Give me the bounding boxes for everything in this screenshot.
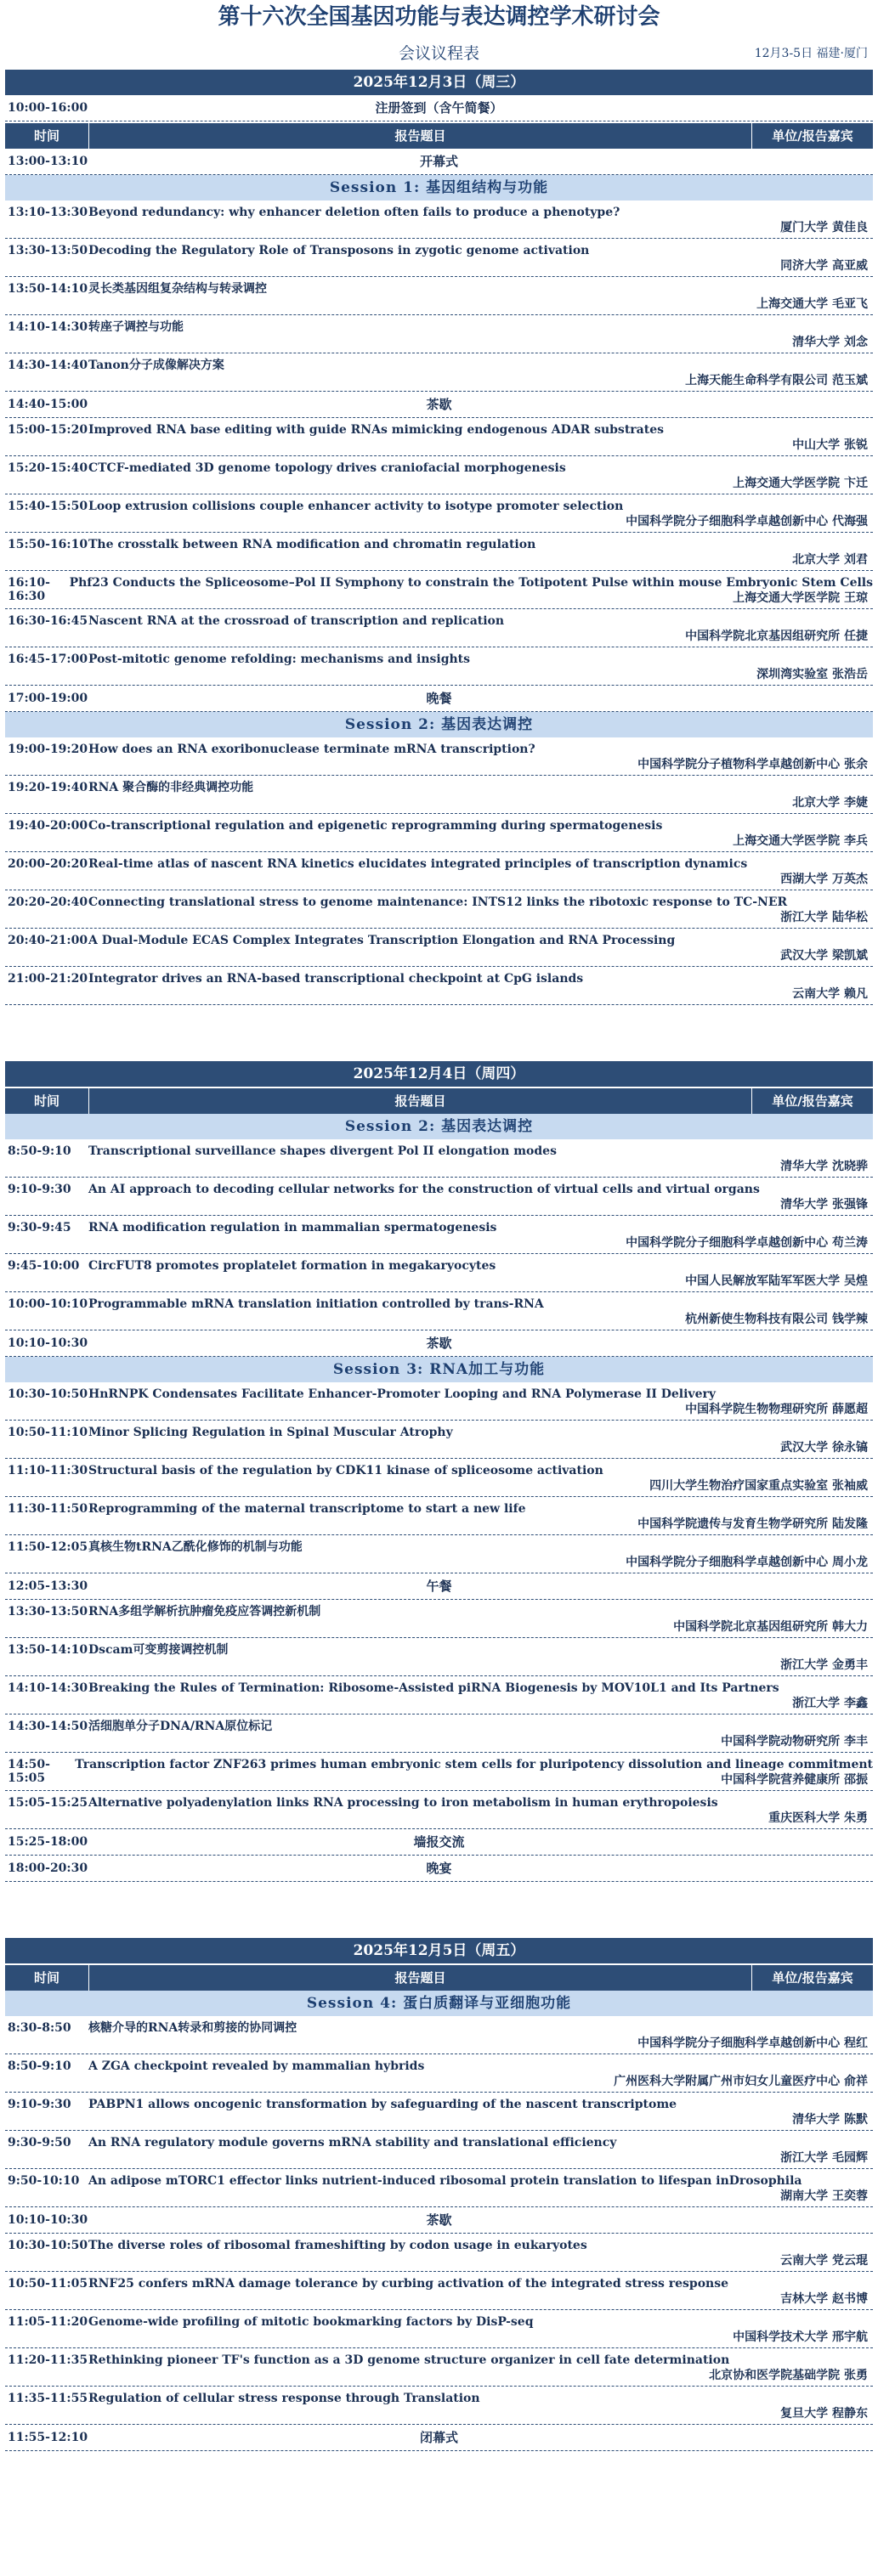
event-label: 茶歇 — [426, 1336, 452, 1351]
row-body — [88, 2093, 873, 2130]
talk-speaker: 深圳湾实验室 张浩岳 — [756, 668, 868, 681]
row-body — [88, 2016, 873, 2053]
header-speaker: 单位/报告嘉宾 — [772, 1970, 853, 1986]
talk-speaker: 复旦大学 程静东 — [780, 2407, 868, 2421]
talk-speaker: 四川大学生物治疗国家重点实验室 张袖威 — [649, 1479, 868, 1493]
talk-topic: Co-transcriptional regulation and epigenetic reprogramming during spermatogenesis — [88, 819, 663, 833]
day-section — [0, 1882, 878, 2451]
talk-topic: Rethinking pioneer TF's function as a 3D genome structure organizer in cell fate determination — [88, 2353, 730, 2367]
session-header: Session 1: 基因组结构与功能 — [5, 175, 873, 201]
talk-row — [5, 2310, 873, 2348]
row-body — [70, 571, 873, 608]
talk-topic: Dscam可变剪接调控机制 — [88, 1643, 229, 1657]
talk-row — [5, 852, 873, 890]
talk-speaker: 上海交通大学医学院 卞迁 — [733, 477, 868, 490]
talk-speaker: 上海天能生命科学有限公司 范玉斌 — [685, 374, 868, 387]
talk-speaker: 中国科学院北京基因组研究所 任捷 — [685, 630, 868, 643]
row-time: 11:20-11:35 — [8, 2353, 88, 2367]
row-body — [88, 1216, 873, 1253]
talk-speaker: 广州医科大学附属广州市妇女儿童医疗中心 俞祥 — [614, 2075, 868, 2088]
event-label: 茶歇 — [426, 397, 452, 412]
talk-row — [5, 647, 873, 686]
talk-topic: Transcriptional surveillance shapes divergent Pol II elongation modes — [88, 1144, 557, 1158]
talk-speaker: 中国科学院遗传与发育生物学研究所 陆发隆 — [637, 1517, 868, 1531]
event-row — [5, 392, 873, 418]
talk-topic: An RNA regulatory module governs mRNA stability and translational efficiency — [88, 2136, 617, 2149]
row-time: 19:00-19:20 — [8, 743, 88, 756]
row-time: 14:10-14:30 — [8, 320, 88, 334]
row-body — [88, 1139, 873, 1177]
row-body — [88, 2131, 873, 2168]
talk-topic: PABPN1 allows oncogenic transformation by safeguarding of the nascent transcriptome — [88, 2098, 677, 2111]
row-body — [88, 686, 873, 711]
row-body — [88, 201, 873, 238]
talk-topic: Phf23 Conducts the Spliceosome–Pol II Symphony to constrain the Totipotent Pulse within mouse Embryonic Stem Cells — [69, 576, 873, 590]
row-body — [88, 1791, 873, 1828]
day-spacer — [0, 1882, 878, 1938]
row-time: 16:45-17:00 — [8, 652, 88, 666]
talk-speaker: 湖南大学 王奕蓉 — [780, 2189, 868, 2203]
row-time: 10:10-10:30 — [8, 2213, 88, 2227]
row-time: 9:30-9:50 — [8, 2136, 71, 2149]
row-body — [88, 2054, 873, 2092]
row-body — [88, 277, 873, 314]
talk-row — [5, 2387, 873, 2425]
row-body — [88, 1829, 873, 1855]
row-time: 11:50-12:05 — [8, 1540, 88, 1554]
talk-topic: CTCF-mediated 3D genome topology drives craniofacial morphogenesis — [88, 461, 566, 475]
row-body — [88, 814, 873, 851]
row-body — [88, 1535, 873, 1573]
row-time: 16:30-16:45 — [8, 614, 88, 628]
talk-speaker: 中国科学院分子植物科学卓越创新中心 张余 — [637, 758, 868, 771]
conference-title: 第十六次全国基因功能与表达调控学术研讨会 — [218, 4, 660, 30]
talk-speaker: 同济大学 高亚威 — [780, 259, 868, 273]
event-row — [5, 2207, 873, 2234]
header-topic: 报告题目 — [89, 1088, 752, 1114]
row-time: 20:40-21:00 — [8, 934, 88, 947]
row-time: 11:10-11:30 — [8, 1464, 88, 1477]
talk-topic: Regulation of cellular stress response through Translation — [88, 2392, 480, 2405]
talk-topic: RNA modification regulation in mammalian spermatogenesis — [88, 1221, 497, 1234]
row-body — [88, 2348, 873, 2386]
row-body — [88, 239, 873, 276]
talk-speaker: 中国科学院生物物理研究所 薛愿超 — [685, 1403, 868, 1416]
talk-speaker: 北京大学 刘君 — [792, 553, 868, 567]
talk-row — [5, 1178, 873, 1216]
event-label: 晚宴 — [426, 1861, 452, 1876]
talk-topic: Transcription factor ZNF263 primes human embryonic stem cells for pluripotency dissolution and lineage commitment — [75, 1758, 873, 1771]
talk-topic: An AI approach to decoding cellular networks for the construction of virtual cells and virtual organs — [88, 1183, 760, 1196]
talk-row — [5, 1139, 873, 1178]
day-title: 2025年12月4日（周四） — [5, 1061, 873, 1087]
talk-speaker: 中国科学院营养健康所 邵振 — [721, 1773, 868, 1787]
talk-topic: 灵长类基因组复杂结构与转录调控 — [88, 282, 267, 296]
row-body — [88, 776, 873, 813]
row-body — [88, 890, 873, 928]
session-header: Session 3: RNA加工与功能 — [5, 1357, 873, 1382]
talk-row — [5, 1254, 873, 1292]
talk-topic: The diverse roles of ribosomal frameshifting by codon usage in eukaryotes — [88, 2239, 587, 2252]
row-time: 13:30-13:50 — [8, 1605, 88, 1618]
talk-speaker: 厦门大学 黄佳良 — [780, 221, 868, 234]
row-body — [88, 1459, 873, 1496]
row-body — [75, 1753, 873, 1790]
talk-speaker: 吉林大学 赵书博 — [780, 2292, 868, 2306]
talk-speaker: 上海交通大学医学院 李兵 — [733, 834, 868, 848]
row-body — [88, 456, 873, 494]
talk-speaker: 清华大学 张强锋 — [780, 1198, 868, 1212]
row-body — [88, 1638, 873, 1675]
row-time: 8:50-9:10 — [8, 2059, 71, 2073]
talk-speaker: 云南大学 党云琨 — [780, 2254, 868, 2268]
talk-topic: Minor Splicing Regulation in Spinal Muscular Atrophy — [88, 1426, 453, 1439]
talk-row — [5, 1535, 873, 1573]
row-time: 13:50-14:10 — [8, 1643, 88, 1657]
row-time: 14:30-14:50 — [8, 1720, 88, 1733]
session-header: Session 2: 基因表达调控 — [5, 712, 873, 737]
talk-speaker: 云南大学 赖凡 — [792, 987, 868, 1001]
table-header — [5, 1965, 873, 1991]
header-time: 时间 — [5, 1088, 89, 1114]
row-time: 10:50-11:10 — [8, 1426, 88, 1439]
talk-speaker: 中国科学院北京基因组研究所 韩大力 — [673, 1620, 868, 1634]
session-header: Session 2: 基因表达调控 — [5, 1114, 873, 1139]
talk-topic: HnRNPK Condensates Facilitate Enhancer-Promoter Looping and RNA Polymerase II Delivery — [88, 1387, 716, 1401]
row-time: 8:30-8:50 — [8, 2021, 71, 2035]
event-row — [5, 1829, 873, 1856]
agenda-days — [0, 70, 878, 2451]
agenda-subtitle: 会议议程表 — [398, 44, 479, 63]
event-row — [5, 149, 873, 175]
talk-speaker: 中国科学技术大学 邢宇航 — [733, 2330, 868, 2344]
row-body — [88, 1382, 873, 1420]
header-topic: 报告题目 — [89, 1965, 752, 1991]
talk-row — [5, 1791, 873, 1829]
talk-speaker: 武汉大学 梁凯斌 — [780, 949, 868, 963]
event-row — [5, 686, 873, 712]
row-time: 15:05-15:25 — [8, 1796, 88, 1810]
talk-row — [5, 239, 873, 277]
talk-row — [5, 2272, 873, 2310]
talk-topic: Connecting translational stress to genome maintenance: INTS12 links the ribotoxic response to TC-NER — [88, 895, 788, 909]
talk-topic: A Dual-Module ECAS Complex Integrates Transcription Elongation and RNA Processing — [88, 934, 676, 947]
event-row — [5, 1330, 873, 1357]
row-body — [88, 647, 873, 685]
day-title: 2025年12月5日（周五） — [5, 1938, 873, 1963]
talk-topic: 转座子调控与功能 — [88, 320, 184, 334]
talk-row — [5, 201, 873, 239]
talk-speaker: 杭州新使生物科技有限公司 钱学辣 — [685, 1313, 868, 1326]
row-body — [88, 2234, 873, 2271]
talk-speaker: 重庆医科大学 朱勇 — [768, 1811, 868, 1825]
row-time: 15:50-16:10 — [8, 538, 88, 551]
talk-row — [5, 418, 873, 456]
row-body — [88, 1421, 873, 1458]
talk-topic: Post-mitotic genome refolding: mechanisms and insights — [88, 652, 471, 666]
talk-row — [5, 2054, 873, 2093]
row-time: 17:00-19:00 — [8, 692, 88, 705]
row-time: 10:30-10:50 — [8, 1387, 88, 1401]
row-body — [88, 1856, 873, 1881]
talk-row — [5, 2348, 873, 2387]
talk-speaker: 中国科学院动物研究所 李丰 — [721, 1735, 868, 1748]
row-body — [88, 2272, 873, 2309]
event-label: 开幕式 — [419, 154, 458, 169]
event-label: 墙报交流 — [413, 1834, 465, 1850]
row-time: 8:50-9:10 — [8, 1144, 71, 1158]
row-body — [88, 1330, 873, 1356]
row-time: 15:25-18:00 — [8, 1835, 88, 1849]
header-time: 时间 — [5, 1965, 89, 1991]
talk-row — [5, 2169, 873, 2207]
talk-row — [5, 456, 873, 494]
day-section — [0, 1005, 878, 1882]
event-label: 晚餐 — [426, 691, 452, 706]
talk-speaker: 清华大学 沈晓骅 — [780, 1160, 868, 1173]
talk-speaker: 浙江大学 毛园辉 — [780, 2151, 868, 2165]
header-speaker: 单位/报告嘉宾 — [772, 128, 853, 144]
row-time: 10:00-10:10 — [8, 1297, 88, 1311]
day-title: 2025年12月3日（周三） — [5, 70, 873, 95]
row-time: 18:00-20:30 — [8, 1861, 88, 1875]
talk-row — [5, 737, 873, 776]
event-row — [5, 1856, 873, 1882]
talk-topic: RNF25 confers mRNA damage tolerance by curbing activation of the integrated stress response — [88, 2277, 729, 2291]
row-body — [88, 1715, 873, 1752]
talk-row — [5, 1497, 873, 1535]
talk-topic: Reprogramming of the maternal transcriptome to start a new life — [88, 1502, 526, 1516]
row-time: 19:20-19:40 — [8, 781, 88, 794]
day-spacer — [0, 1005, 878, 1061]
talk-speaker: 西湖大学 万英杰 — [780, 873, 868, 886]
talk-topic: Integrator drives an RNA-based transcriptional checkpoint at CpG islands — [88, 972, 584, 986]
talk-row — [5, 1382, 873, 1421]
talk-speaker: 上海交通大学医学院 王琼 — [733, 591, 868, 605]
talk-speaker: 清华大学 刘念 — [792, 336, 868, 349]
talk-speaker: 浙江大学 陆华松 — [780, 911, 868, 924]
row-time: 10:10-10:30 — [8, 1336, 88, 1350]
row-time: 21:00-21:20 — [8, 972, 88, 986]
row-time: 12:05-13:30 — [8, 1579, 88, 1593]
row-time: 9:10-9:30 — [8, 2098, 71, 2111]
talk-topic: CircFUT8 promotes proplatelet formation in megakaryocytes — [88, 1259, 496, 1273]
row-time: 11:30-11:50 — [8, 1502, 88, 1516]
row-time: 13:30-13:50 — [8, 244, 88, 257]
talk-row — [5, 2234, 873, 2272]
row-body — [88, 1600, 873, 1637]
talk-topic: Real-time atlas of nascent RNA kinetics elucidates integrated principles of transcription dynamics — [88, 857, 748, 871]
talk-speaker: 北京大学 李婕 — [792, 796, 868, 810]
row-time: 11:35-11:55 — [8, 2392, 88, 2405]
talk-topic: Programmable mRNA translation initiation controlled by trans-RNA — [88, 1297, 544, 1311]
row-body — [88, 1254, 873, 1291]
row-body — [88, 609, 873, 647]
row-body — [88, 1497, 873, 1534]
talk-topic: Structural basis of the regulation by CDK11 kinase of spliceosome activation — [88, 1464, 603, 1477]
row-body — [88, 315, 873, 353]
talk-topic: An adipose mTORC1 effector links nutrient-induced ribosomal protein translation to lifespan inDrosophila — [88, 2174, 802, 2188]
talk-topic: The crosstalk between RNA modification and chromatin regulation — [88, 538, 536, 551]
row-body — [88, 2387, 873, 2424]
talk-row — [5, 776, 873, 814]
talk-row — [5, 1216, 873, 1254]
talk-topic: 活细胞单分子DNA/RNA原位标记 — [88, 1720, 273, 1733]
table-header — [5, 123, 873, 149]
event-label: 闭幕式 — [419, 2430, 458, 2445]
row-body — [88, 392, 873, 417]
talk-speaker: 清华大学 陈默 — [792, 2113, 868, 2127]
talk-row — [5, 533, 873, 571]
talk-topic: 核糖介导的RNA转录和剪接的协同调控 — [88, 2021, 297, 2035]
talk-topic: Alternative polyadenylation links RNA processing to iron metabolism in human erythropoiesis — [88, 1796, 718, 1810]
talk-row — [5, 609, 873, 647]
day-section — [0, 70, 878, 1005]
talk-speaker: 上海交通大学 毛亚飞 — [756, 297, 868, 311]
talk-topic: Genome-wide profiling of mitotic bookmarking factors by DisP-seq — [88, 2315, 534, 2329]
row-time: 15:00-15:20 — [8, 423, 88, 437]
talk-speaker: 武汉大学 徐永镐 — [780, 1441, 868, 1455]
row-time: 10:00-16:00 — [8, 101, 88, 115]
row-body — [88, 1676, 873, 1714]
row-body — [88, 967, 873, 1004]
talk-topic: RNA 聚合酶的非经典调控功能 — [88, 781, 254, 794]
talk-row — [5, 890, 873, 929]
row-body — [88, 2310, 873, 2347]
row-body — [88, 852, 873, 890]
talk-topic: Beyond redundancy: why enhancer deletion often fails to produce a phenotype? — [88, 206, 620, 219]
subtitle-row — [0, 37, 878, 70]
talk-topic: Nascent RNA at the crossroad of transcription and replication — [88, 614, 505, 628]
talk-topic: Breaking the Rules of Termination: Ribosome-Assisted piRNA Biogenesis by MOV10L1 and Its Partners — [88, 1681, 779, 1695]
row-time: 20:00-20:20 — [8, 857, 88, 871]
row-time: 11:55-12:10 — [8, 2431, 88, 2444]
row-time: 9:10-9:30 — [8, 1183, 71, 1196]
talk-topic: Tanon分子成像解决方案 — [88, 359, 224, 372]
row-body — [88, 1573, 873, 1599]
row-body — [88, 1178, 873, 1215]
talk-speaker: 中国科学院分子细胞科学卓越创新中心 代海强 — [626, 515, 868, 528]
talk-row — [5, 353, 873, 392]
row-body — [88, 1292, 873, 1330]
talk-speaker: 浙江大学 金勇丰 — [780, 1658, 868, 1672]
talk-row — [5, 1753, 873, 1791]
talk-row — [5, 1638, 873, 1676]
row-time: 15:20-15:40 — [8, 461, 88, 475]
table-header — [5, 1088, 873, 1114]
talk-row — [5, 2093, 873, 2131]
row-time: 9:30-9:45 — [8, 1221, 71, 1234]
row-body — [88, 737, 873, 775]
talk-speaker: 中国科学院分子细胞科学卓越创新中心 周小龙 — [626, 1556, 868, 1569]
talk-topic: Decoding the Regulatory Role of Transposons in zygotic genome activation — [88, 244, 590, 257]
row-body — [88, 418, 873, 455]
header-topic: 报告题目 — [89, 123, 752, 149]
talk-row — [5, 2131, 873, 2169]
talk-row — [5, 1292, 873, 1330]
row-body — [88, 2425, 873, 2450]
talk-speaker: 中山大学 张锐 — [792, 438, 868, 452]
row-body — [88, 2169, 873, 2206]
talk-row — [5, 1421, 873, 1459]
event-row — [5, 1573, 873, 1600]
talk-speaker: 中国人民解放军陆军军医大学 吴煌 — [685, 1274, 868, 1288]
row-time: 13:10-13:30 — [8, 206, 88, 219]
row-body — [88, 494, 873, 532]
talk-speaker: 北京协和医学院基础学院 张勇 — [709, 2369, 868, 2382]
talk-topic: A ZGA checkpoint revealed by mammalian hybrids — [88, 2059, 425, 2073]
row-time: 10:50-11:05 — [8, 2277, 88, 2291]
event-row — [5, 2425, 873, 2451]
registration-row — [5, 95, 873, 121]
row-time: 14:30-14:40 — [8, 359, 88, 372]
row-time: 19:40-20:00 — [8, 819, 88, 833]
row-time: 20:20-20:40 — [8, 895, 88, 909]
talk-row — [5, 315, 873, 353]
row-time: 14:50-15:05 — [8, 1758, 50, 1785]
row-time: 13:00-13:10 — [8, 155, 88, 168]
talk-row — [5, 967, 873, 1005]
talk-row — [5, 277, 873, 315]
talk-row — [5, 494, 873, 533]
row-time: 15:40-15:50 — [8, 500, 88, 513]
row-time: 16:10-16:30 — [8, 576, 50, 603]
talk-row — [5, 2016, 873, 2054]
talk-topic: Loop extrusion collisions couple enhancer activity to isotype promoter selection — [88, 500, 624, 513]
row-time: 10:30-10:50 — [8, 2239, 88, 2252]
talk-topic: Improved RNA base editing with guide RNAs mimicking endogenous ADAR substrates — [88, 423, 664, 437]
row-body — [88, 533, 873, 570]
session-header: Session 4: 蛋白质翻译与亚细胞功能 — [5, 1991, 873, 2016]
talk-row — [5, 1676, 873, 1715]
event-label: 注册签到（含午简餐） — [375, 100, 503, 116]
talk-topic: RNA多组学解析抗肿瘤免疫应答调控新机制 — [88, 1605, 321, 1618]
row-time: 9:50-10:10 — [8, 2174, 80, 2188]
talk-topic: How does an RNA exoribonuclease terminate mRNA transcription? — [88, 743, 535, 756]
talk-row — [5, 1715, 873, 1753]
header-time: 时间 — [5, 123, 89, 149]
row-time: 11:05-11:20 — [8, 2315, 88, 2329]
talk-row — [5, 571, 873, 609]
row-time: 14:40-15:00 — [8, 398, 88, 411]
talk-topic: 真核生物tRNA乙酰化修饰的机制与功能 — [88, 1540, 303, 1554]
row-body — [88, 2207, 873, 2233]
talk-row — [5, 1459, 873, 1497]
talk-speaker: 浙江大学 李鑫 — [792, 1697, 868, 1710]
row-time: 14:10-14:30 — [8, 1681, 88, 1695]
row-body — [88, 353, 873, 391]
date-location: 12月3-5日 福建·厦门 — [754, 47, 868, 60]
row-time: 9:45-10:00 — [8, 1259, 80, 1273]
row-body — [88, 149, 873, 174]
talk-row — [5, 929, 873, 967]
row-body — [88, 95, 873, 121]
event-label: 茶歇 — [426, 2212, 452, 2228]
talk-speaker: 中国科学院分子细胞科学卓越创新中心 苟兰涛 — [626, 1236, 868, 1250]
talk-speaker: 中国科学院分子细胞科学卓越创新中心 程红 — [637, 2037, 868, 2050]
row-body — [88, 929, 873, 966]
event-label: 午餐 — [426, 1579, 452, 1594]
talk-row — [5, 814, 873, 852]
row-time: 13:50-14:10 — [8, 282, 88, 296]
talk-row — [5, 1600, 873, 1638]
header-speaker: 单位/报告嘉宾 — [772, 1093, 853, 1109]
